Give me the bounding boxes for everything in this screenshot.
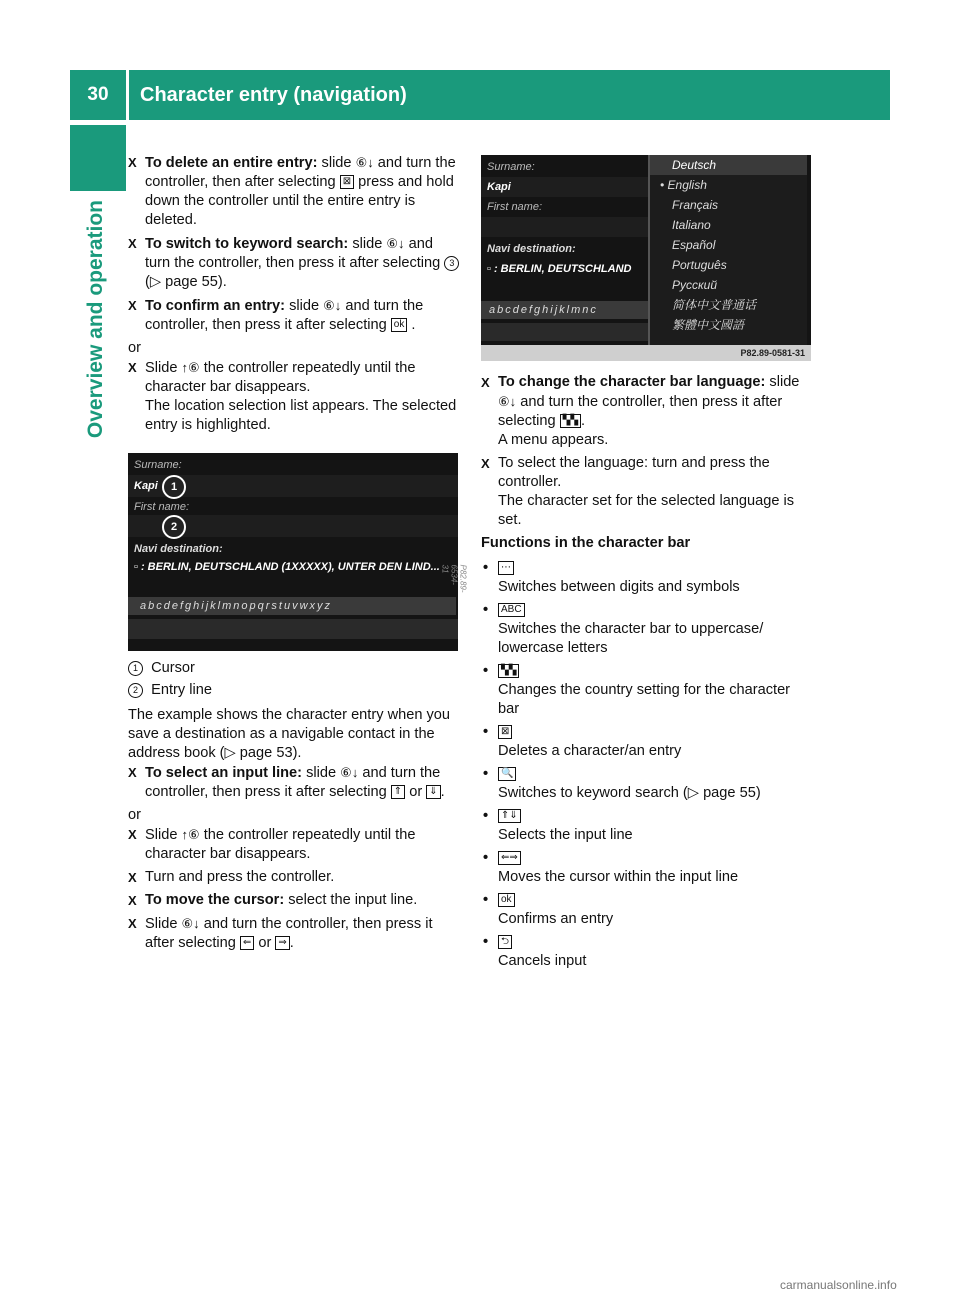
function-item: • ⇐⇒ Moves the cursor within the input line xyxy=(483,850,739,885)
function-item: • ⊠ Deletes a character/an entry xyxy=(483,724,682,759)
language-item: Español xyxy=(672,238,716,252)
marker-2: 2 xyxy=(162,515,186,539)
language-item: Français xyxy=(672,198,719,212)
left-column-top xyxy=(128,153,460,439)
step-select-input-line: X To select an input line: slide ⑥↓ and turn the controller, then press it after selecting ⇑ or ⇓ . xyxy=(128,765,445,800)
country-setting-icon: ▚▚ xyxy=(498,664,519,678)
image-caption: P82.89-0581-31 xyxy=(481,345,811,361)
delete-icon: ⊠ xyxy=(498,725,512,739)
language-item: 繁體中文國語 xyxy=(672,318,745,332)
marker-1: 1 xyxy=(162,475,186,499)
controller-icon: ⑥↓ xyxy=(340,765,359,780)
delete-icon: ⊠ xyxy=(340,175,354,189)
step-move-cursor: X To move the cursor: select the input line. xyxy=(128,892,418,908)
screenshot-language-menu: Surname: Kapi First name: Navi destination: ▫ : BERLIN, DEUTSCHLAND abcdefghijklmnc Deutsch • English Français Italiano Español Português Русский 简体中文普通话 繁體中文國語 P82.89-0581-31 xyxy=(481,155,811,361)
language-item: • English xyxy=(660,178,707,192)
function-item: • ▚▚ Changes the country setting for the character bar xyxy=(483,663,791,717)
search-icon: 🔍 xyxy=(498,767,516,781)
step-slide-turn: X Slide ⑥↓ and turn the controller, then press it after selecting ⇐ or ⇒ . xyxy=(128,916,433,951)
footer-watermark: carmanualsonline.info xyxy=(780,1278,897,1292)
ok-icon: ok xyxy=(498,893,515,907)
arrow-up-icon: ⇑ xyxy=(391,785,405,799)
controller-icon: ↑⑥ xyxy=(181,827,200,842)
step-slide-up-2: X Slide ↑⑥ the controller repeatedly until the character bar disappears. xyxy=(128,827,416,862)
example-paragraph: The example shows the character entry when you save a destination as a navigable contact in the address book (▷ page 53). xyxy=(128,707,451,761)
step-turn-press: X Turn and press the controller. xyxy=(128,869,335,885)
back-icon: ⮌ xyxy=(498,935,512,949)
language-item: 简体中文普通话 xyxy=(672,298,757,312)
step-confirm-entry: X To confirm an entry: slide ⑥↓ and turn the controller, then press it after selecting ok . xyxy=(128,298,424,333)
step-change-language: X To change the character bar language: slide ⑥↓ and turn the controller, then press it after selecting ▚▚ . A menu appears. xyxy=(481,374,800,448)
controller-icon: ⑥↓ xyxy=(323,298,342,313)
section-label: Overview and operation xyxy=(84,200,107,439)
more-icon: ⋯ xyxy=(498,561,514,575)
right-column xyxy=(481,373,813,975)
controller-icon: ⑥↓ xyxy=(355,155,374,170)
language-item: Italiano xyxy=(672,218,711,232)
function-item: • 🔍 Switches to keyword search (▷ page 55) xyxy=(483,766,761,801)
arrow-down-icon: ⇓ xyxy=(426,785,440,799)
controller-icon: ⑥↓ xyxy=(498,394,517,409)
function-item: • ⇑⇓ Selects the input line xyxy=(483,808,633,843)
step-keyword-search: X To switch to keyword search: slide ⑥↓ and turn the controller, then press it after selecting 3 (▷ page 55). xyxy=(128,234,460,292)
header-divider xyxy=(126,70,129,120)
language-item: Русский xyxy=(672,278,718,292)
arrow-left-right-icon: ⇐⇒ xyxy=(498,851,521,865)
or-text: or xyxy=(128,807,141,823)
step-select-language: X To select the language: turn and press the controller. The character set for the selected language is set. xyxy=(481,455,795,528)
page-header xyxy=(70,70,890,120)
controller-icon: ⑥↓ xyxy=(386,236,405,251)
function-item: • ⮌ Cancels input xyxy=(483,934,587,969)
language-item: Português xyxy=(672,258,727,272)
screenshot-character-entry: Surname: Kapi 1 First name: 2 Navi destination: ▫ : BERLIN, DEUTSCHLAND (1XXXXX), UNTER DEN LIND... abcdefghijklmnopqrstuvwxyz P82.89-6534-31 xyxy=(128,453,458,651)
number-3-icon: 3 xyxy=(444,256,459,271)
section-tab xyxy=(70,125,126,191)
controller-icon: ⑥↓ xyxy=(181,916,200,931)
arrow-left-icon: ⇐ xyxy=(240,936,254,950)
step-delete-entry: X To delete an entire entry: slide ⑥↓ and turn the controller, then after selecting ⊠ press and hold down the controller until the entire entry is deleted. xyxy=(128,155,456,228)
function-item: • ok Confirms an entry xyxy=(483,892,614,927)
arrow-up-down-icon: ⇑⇓ xyxy=(498,809,521,823)
page-number: 30 xyxy=(87,84,109,105)
left-column-bottom xyxy=(128,659,460,957)
functions-heading: Functions in the character bar xyxy=(481,535,691,551)
language-menu xyxy=(648,155,807,345)
function-item: • ABC Switches the character bar to uppercase/ lowercase letters xyxy=(483,602,764,656)
country-setting-icon: ▚▚ xyxy=(560,414,581,428)
arrow-right-icon: ⇒ xyxy=(275,936,289,950)
controller-icon: ↑⑥ xyxy=(181,360,200,375)
or-text: or xyxy=(128,340,141,356)
function-item: • ⋯ Switches between digits and symbols xyxy=(483,560,740,595)
ok-icon: ok xyxy=(391,318,408,332)
legend-entry-line: 2 Entry line xyxy=(128,681,460,700)
abc-icon: ABC xyxy=(498,603,525,617)
page-title: Character entry (navigation) xyxy=(140,83,407,106)
legend-cursor: 1 Cursor xyxy=(128,659,460,678)
language-item: Deutsch xyxy=(650,155,807,175)
step-slide-up: X Slide ↑⑥ the controller repeatedly until the character bar disappears. The location selection list appears. The selected entry is highlighted. xyxy=(128,360,457,433)
